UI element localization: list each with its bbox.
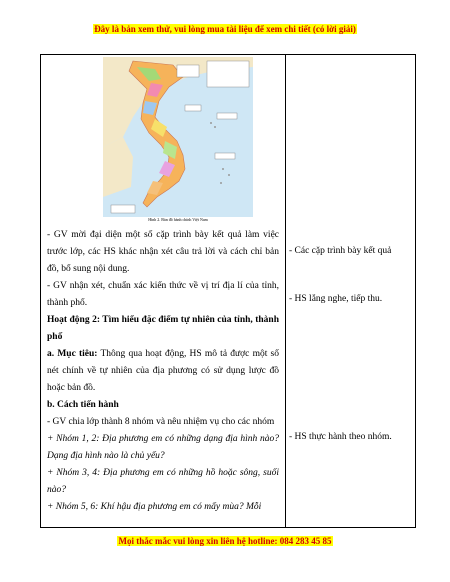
group-task-3: + Nhóm 5, 6: Khí hậu địa phương em có mấy mùa? Mỗi — [47, 502, 262, 512]
objective-text: Thông qua hoạt động, HS mô tả được một số nét chính về tự nhiên của địa phương có sử dụng lược đồ hoặc bản đồ. — [47, 349, 279, 393]
preview-banner: Đây là bản xem thử, vui lòng mua tài liệu để xem chi tiết (có lời giải) — [94, 24, 356, 34]
paragraph-feedback: - GV nhận xét, chuẩn xác kiến thức về vị trí địa lí của tỉnh, thành phố. — [47, 281, 279, 308]
student-response-3 — [289, 429, 413, 446]
paragraph-present: - GV mời đại diện một số cặp trình bày kết quả làm việc trước lớp, các HS khác nhận xét câu trả lời và cách chỉ bản đồ, bổ sung nội dung. — [47, 230, 279, 274]
column-divider — [285, 55, 286, 527]
response-listen: - HS lắng nghe, tiếp thu. — [289, 294, 383, 304]
objective-label: a. Mục tiêu: — [47, 349, 98, 359]
hotline-banner: Mọi thắc mắc vui lòng xin liên hệ hotline: 084 283 45 85 — [118, 536, 332, 546]
vietnam-admin-map — [103, 57, 253, 221]
group-task-1: + Nhóm 1, 2: Địa phương em có những dạng địa hình nào? Dạng địa hình nào là chủ yếu? — [47, 434, 279, 461]
paragraph-groups: - GV chia lớp thành 8 nhóm và nêu nhiệm vụ cho các nhóm — [47, 417, 275, 427]
lesson-table — [40, 54, 416, 528]
response-group-work: - HS thực hành theo nhóm. — [289, 432, 392, 442]
objective — [47, 346, 279, 397]
group-task-2: + Nhóm 3, 4: Địa phương em có những hồ hoặc sông, suối nào? — [47, 468, 279, 495]
student-response-1 — [289, 243, 413, 260]
map-caption: Hình 2. Bản đồ hành chính Việt Nam — [148, 217, 208, 222]
activity-heading: Hoạt động 2: Tìm hiểu đặc điểm tự nhiên của tỉnh, thành phố — [47, 315, 279, 342]
student-response-2 — [289, 291, 413, 308]
response-present: - Các cặp trình bày kết quả — [289, 246, 392, 256]
teacher-text — [47, 227, 279, 516]
method-heading: b. Cách tiến hành — [47, 400, 119, 410]
map-image — [103, 57, 253, 217]
